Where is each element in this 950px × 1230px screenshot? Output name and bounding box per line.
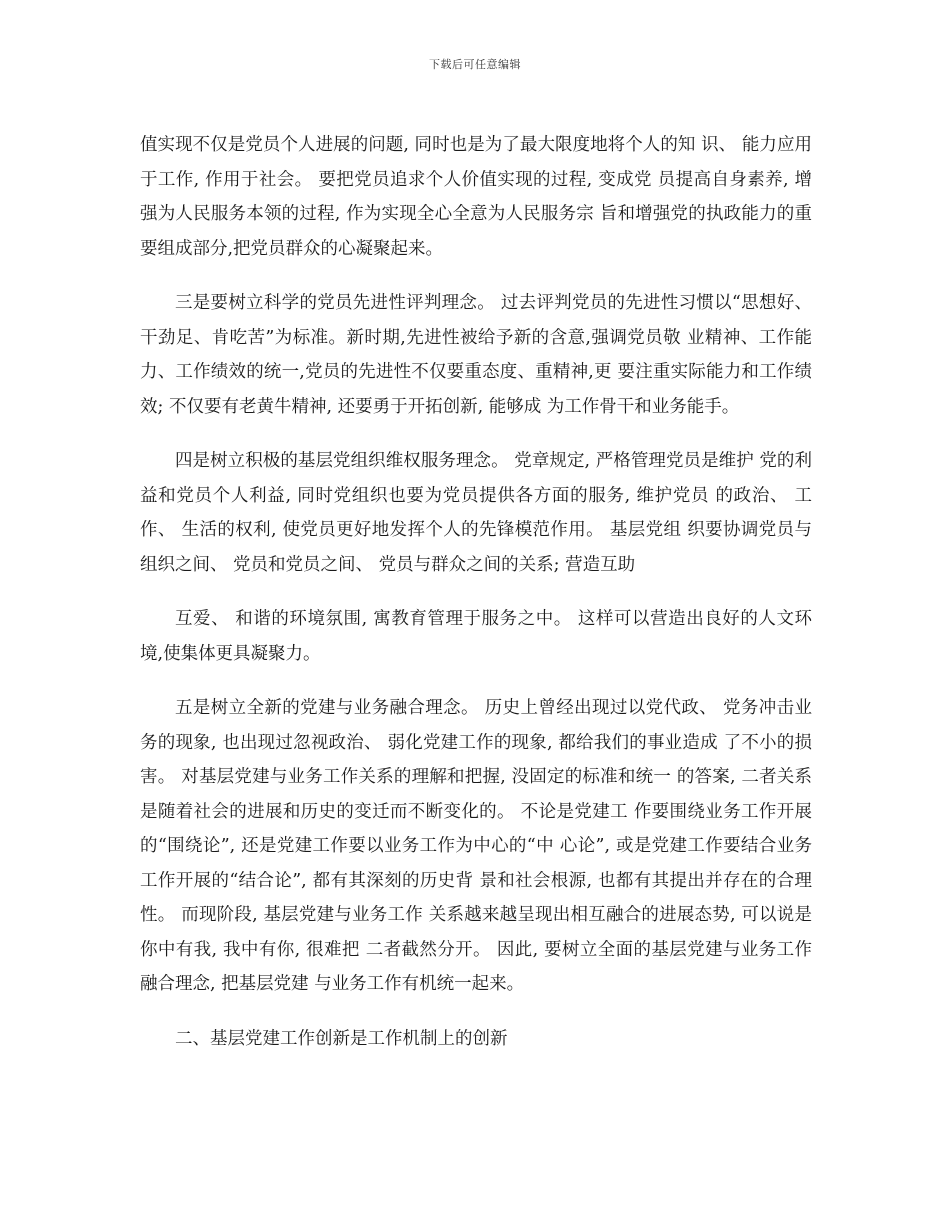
paragraph-advanced-evaluation: 三是要树立科学的党员先进性评判理念。 过去评判党员的先进性习惯以“思想好、干劲足、肯吃苦”为标准。新时期,先进性被给予新的含意,强调党员敬 业精神、工作能力、工作绩效的统一,党员的先进性不仅要重态度、重精神,更 要注重实际能力和工作绩效; 不仅要有老黄牛精神, 还要勇于开拓创新, 能够成 为工作骨干和业务能手。	[140, 293, 812, 417]
section-heading: 二、基层党建工作创新是工作机制上的创新	[175, 1028, 508, 1049]
paragraph-rights-service: 四是树立积极的基层党组织维权服务理念。 党章规定, 严格管理党员是维护 党的利益和党员个人利益, 同时党组织也要为党员提供各方面的服务, 维护党员 的政治、 工作、 生活的权利, 使党员更好地发挥个人的先锋模范作用。 基层党组 织要协调党员与组织之间、 党员和党员之间、 党员与群众之间的关系; 营造互助	[140, 451, 812, 575]
paragraph-harmony-environment: 互爱、 和谐的环境氛围, 寓教育管理于服务之中。 这样可以营造出良好的人文环 境,使集体更具凝聚力。	[140, 609, 812, 664]
page-header: 下载后可任意编辑	[429, 58, 521, 71]
paragraph-value-realization: 值实现不仅是党员个人进展的问题, 同时也是为了最大限度地将个人的知 识、 能力应用于工作, 作用于社会。 要把党员追求个人价值实现的过程, 变成党 员提高自身素养, 增强为人民服务本领的过程, 作为实现全心全意为人民服务宗 旨和增强党的执政能力的重要组成部分,把党员群众的心凝聚起来。	[140, 135, 812, 259]
document-body	[140, 128, 812, 1056]
paragraph-party-business-integration: 五是树立全新的党建与业务融合理念。 历史上曾经出现过以党代政、 党务冲击业务的现象, 也出现过忽视政治、 弱化党建工作的现象, 都给我们的事业造成 了不小的损害。 对基层党建与业务工作关系的理解和把握, 没固定的标准和统一 的答案, 二者关系是随着社会的进展和历史的变迁而不断变化的。 不论是党建工 作要围绕业务工作开展的“围绕论”, 还是党建工作要以业务工作为中心的“中 心论”, 或是党建工作要结合业务工作开展的“结合论”, 都有其深刻的历史背 景和社会根源, 也都有其提出并存在的合理性。 而现阶段, 基层党建与业务工作 关系越来越呈现出相互融合的进展态势, 可以说是你中有我, 我中有你, 很难把 二者截然分开。 因此, 要树立全面的基层党建与业务工作融合理念, 把基层党建 与业务工作有机统一起来。	[140, 698, 812, 994]
